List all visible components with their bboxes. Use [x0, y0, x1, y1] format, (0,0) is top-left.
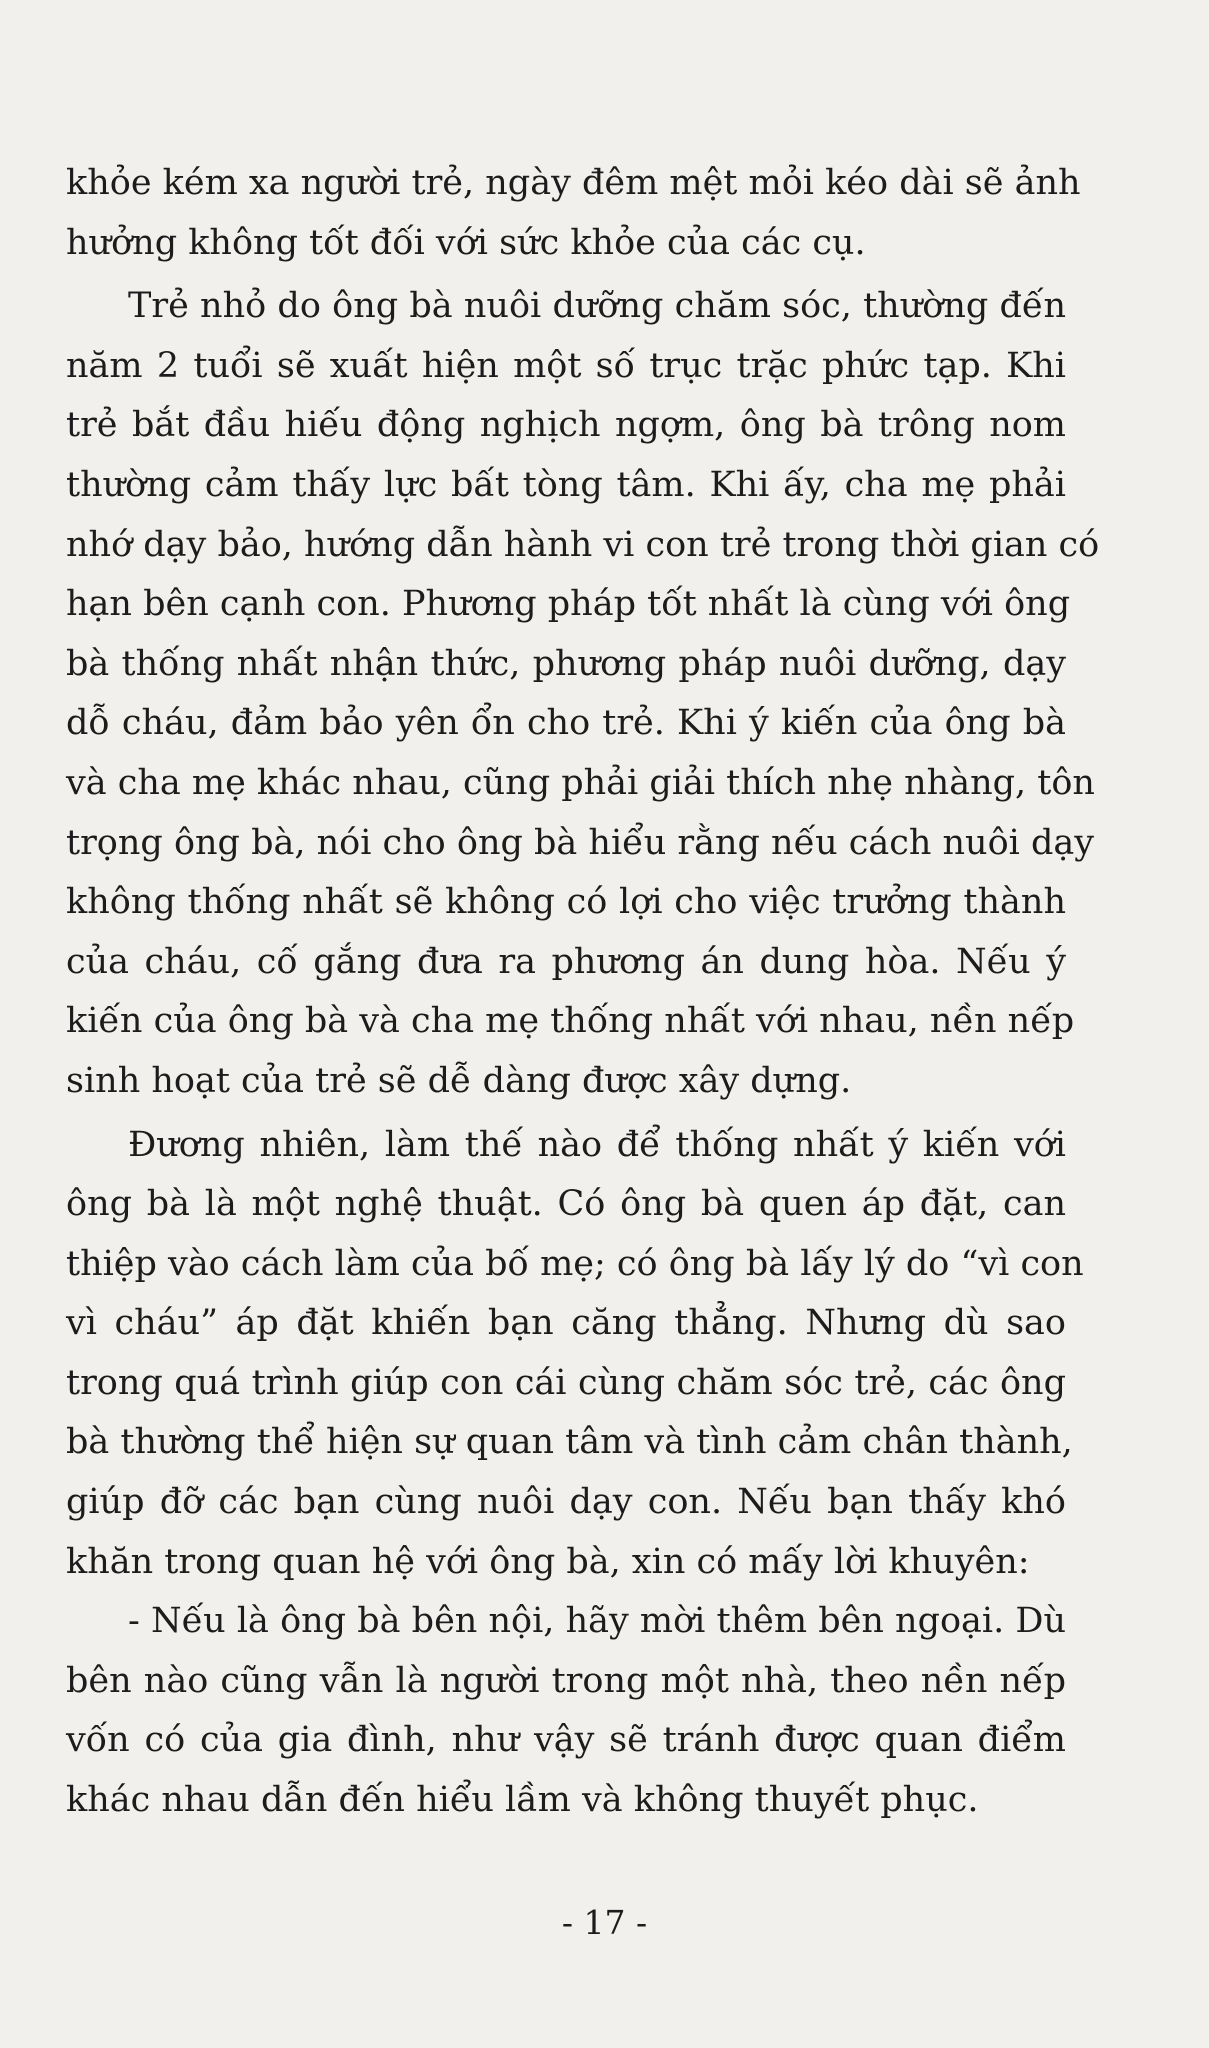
text-line: bà thường thể hiện sự quan tâm và tình cảm chân thành,	[66, 1422, 1073, 1463]
text-line: khỏe kém xa người trẻ, ngày đêm mệt mỏi kéo dài sẽ ảnh	[66, 163, 1081, 203]
text-line: và cha mẹ khác nhau, cũng phải giải thích nhẹ nhàng, tôn	[66, 762, 1095, 803]
text-line: Đương nhiên, làm thế nào để thống nhất ý kiến với	[128, 1124, 1066, 1165]
page-number: - 17 -	[561, 1903, 648, 1942]
text-line: thường cảm thấy lực bất tòng tâm. Khi ấy, cha mẹ phải	[66, 464, 1066, 505]
text-line: vì cháu” áp đặt khiến bạn căng thẳng. Nhưng dù sao	[66, 1303, 1066, 1344]
paragraph-2	[66, 277, 1100, 1111]
text-line: ông bà là một nghệ thuật. Có ông bà quen áp đặt, can	[66, 1184, 1066, 1225]
text-line: bà thống nhất nhận thức, phương pháp nuôi dưỡng, dạy	[66, 643, 1066, 684]
text-line: dỗ cháu, đảm bảo yên ổn cho trẻ. Khi ý kiến của ông bà	[66, 703, 1066, 744]
text-line: khăn trong quan hệ với ông bà, xin có mấy lời khuyên:	[66, 1541, 1030, 1582]
text-line: năm 2 tuổi sẽ xuất hiện một số trục trặc phức tạp. Khi	[66, 345, 1066, 386]
text-line: trọng ông bà, nói cho ông bà hiểu rằng nếu cách nuôi dạy	[66, 822, 1095, 863]
text-line: - Nếu là ông bà bên nội, hãy mời thêm bên ngoại. Dù	[128, 1601, 1066, 1642]
text-line: trong quá trình giúp con cái cùng chăm sóc trẻ, các ông	[66, 1362, 1066, 1403]
paragraph-3	[66, 1116, 1084, 1593]
text-line: thiệp vào cách làm của bố mẹ; có ông bà lấy lý do “vì con	[66, 1243, 1084, 1284]
text-line: vốn có của gia đình, như vậy sẽ tránh được quan điểm	[66, 1720, 1066, 1761]
paragraph-4	[66, 1592, 1066, 1830]
text-line: không thống nhất sẽ không có lợi cho việc trưởng thành	[66, 882, 1066, 923]
text-line: Trẻ nhỏ do ông bà nuôi dưỡng chăm sóc, thường đến	[128, 286, 1066, 327]
text-line: khác nhau dẫn đến hiểu lầm và không thuyết phục.	[66, 1780, 979, 1821]
text-line: bên nào cũng vẫn là người trong một nhà, theo nền nếp	[66, 1660, 1066, 1701]
text-line: hạn bên cạnh con. Phương pháp tốt nhất là cùng với ông	[66, 584, 1071, 625]
text-line: giúp đỡ các bạn cùng nuôi dạy con. Nếu bạn thấy khó	[66, 1482, 1066, 1523]
text-line: kiến của ông bà và cha mẹ thống nhất với nhau, nền nếp	[66, 1001, 1075, 1042]
text-line: nhớ dạy bảo, hướng dẫn hành vi con trẻ trong thời gian có	[66, 524, 1100, 565]
text-line: trẻ bắt đầu hiếu động nghịch ngợm, ông bà trông nom	[66, 405, 1066, 446]
paragraph-1	[66, 154, 1081, 273]
text-line: hưởng không tốt đối với sức khỏe của các cụ.	[66, 222, 866, 263]
text-line: sinh hoạt của trẻ sẽ dễ dàng được xây dựng.	[66, 1060, 852, 1101]
body-text	[66, 154, 1100, 1831]
text-line: của cháu, cố gắng đưa ra phương án dung hòa. Nếu ý	[66, 941, 1066, 982]
